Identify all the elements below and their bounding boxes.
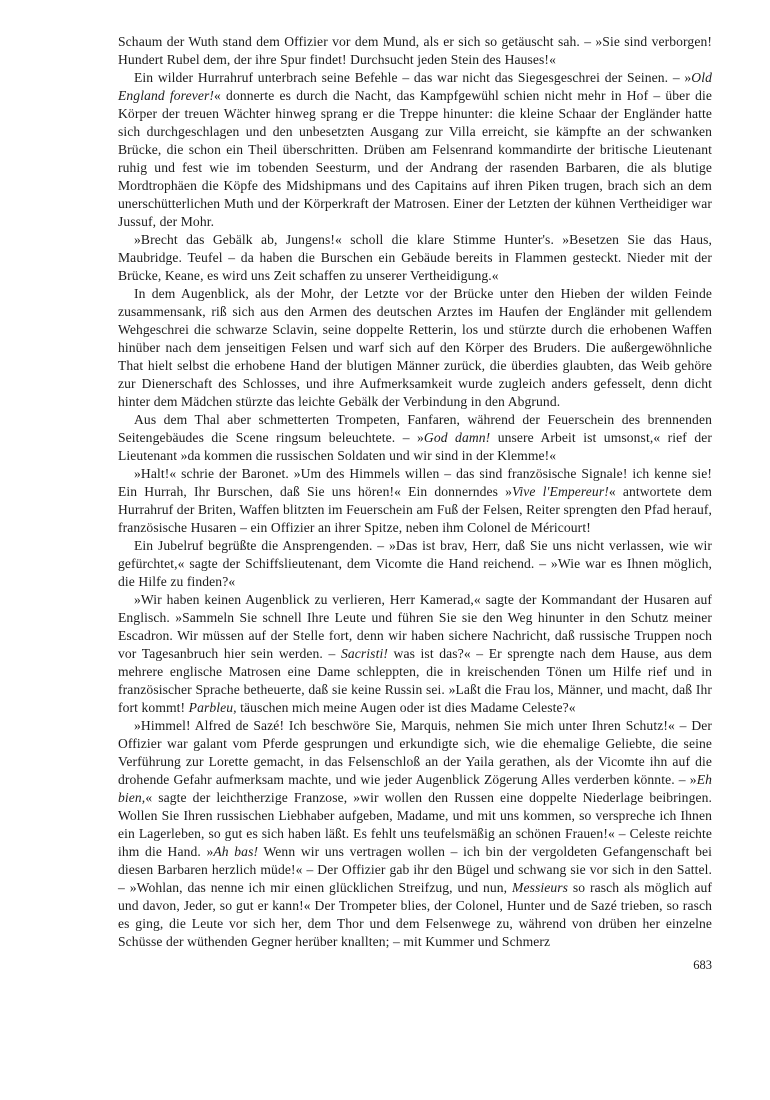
paragraph bbox=[118, 591, 712, 717]
italic-text-segment: Parbleu, bbox=[188, 700, 237, 715]
text-segment: « donnerte es durch die Nacht, das Kampfgewühl schien nicht mehr in Hof – über die Körper der treuen Wächter hinweg sprang er die Treppe hinunter: die kleine Schaar der Engländer hatte sich durchgeschlagen und den unbesetzten Ausgang zur Villa erreicht, sie kämpfte an der schwanken Brücke, die schon ein Theil überschritten. Drüben am Felsenrand kommandirte der britische Lieutenant ruhig und fest wie im tobenden Seesturm, und der Andrang der rasenden Barbaren, die als blutige Mordtrophäen die Köpfe des Midshipmans und des Capitains auf ihren Piken trugen, brach sich an dem unerschütterlichen Muth und der Körperkraft der Matrosen. Einer der Letzten der kühnen Vertheidiger war Jussuf, der Mohr. bbox=[118, 88, 712, 229]
paragraph bbox=[118, 537, 712, 591]
paragraph bbox=[118, 69, 712, 231]
text-block bbox=[118, 33, 712, 951]
page-number: 683 bbox=[693, 958, 712, 972]
text-segment: « antwortete dem Hurrahruf der Briten, Waffen blitzten im Feuerschein am Fuß der Felsen, Reiter sprengten den Pfad herauf, französische Husaren – ein Offizier an ihrer Spitze, neben ihm Colonel de Méricourt! bbox=[118, 484, 713, 535]
paragraph bbox=[118, 33, 712, 69]
paragraph bbox=[118, 285, 712, 411]
text-segment: In dem Augenblick, als der Mohr, der Letzte vor der Brücke unter den Hieben der wilden Feinde zusammensank, riß sich aus den Armen des deutschen Arztes im Haufen der Engländer mit gellendem Wehgeschrei die schwarze Sclavin, seine doppelte Retterin, los und stürzte durch die erhobenen Waffen hinüber nach dem jenseitigen Felsen und warf sich auf den Körper des Bruders. Die außergewöhnliche That hielt selbst die erhobene Hand der blutigen Männer zurück, die überdies glaubten, das Weib gehöre zur Dienerschaft des Schlosses, und ihre Aufmerksamkeit wurde zugleich anders gefesselt, denn dicht hinter dem Mädchen stürzte das leichte Gebälk der Verbindung in den Abgrund. bbox=[118, 286, 712, 409]
paragraph bbox=[118, 231, 712, 285]
text-segment: unsere Arbeit ist umsonst,« rief der Lieutenant »da kommen die russischen Soldaten und wir sind in der Klemme!« bbox=[118, 430, 712, 463]
text-segment: »Brecht das Gebälk ab, Jungens!« scholl die klare Stimme Hunter's. »Besetzen Sie das Haus, Maubridge. Teufel – da haben die Burschen ein Gebäude bereits in Flammen gesteckt. Nieder mit der Brücke, Keane, es wird uns Zeit schaffen zu unserer Vertheidigung.« bbox=[118, 232, 712, 283]
text-segment: Aus dem Thal aber schmetterten Trompeten, Fanfaren, während der Feuerschein des brennenden Seitengebäudes die Scene ringsum beleuchtete. – » bbox=[118, 412, 712, 445]
text-segment: « sagte der leichtherzige Franzose, »wir wollen den Russen eine doppelte Niederlage beibringen. Wollen Sie Ihren russischen Liebhaber aufgeben, Madame, und mit uns kommen, so verspreche ich Ihnen ein Lagerleben, so gut es sich haben läßt. Es fehlt uns teufelsmäßig an schönen Frauen!« – Celeste reichte ihm die Hand. » bbox=[118, 790, 712, 859]
text-segment: was ist das?« – Er sprengte nach dem Hause, aus dem mehrere englische Matrosen eine Dame schleppten, die in kreischenden Tönen um Hilfe rief und in französischer Sprache betheuerte, daß sie keine Russin sei. »Laßt die Frau los, Männer, und macht, daß Ihr fort kommt! bbox=[118, 646, 712, 715]
italic-text-segment: Vive l'Empereur! bbox=[512, 484, 609, 499]
text-segment: Ein Jubelruf begrüßte die Ansprengenden. – »Das ist brav, Herr, daß Sie uns nicht verlassen, wie wir gefürchtet,« sagte der Schiffslieutenant, dem Vicomte die Hand reichend. – »Wie war es Ihnen möglich, die Hilfe zu finden?« bbox=[118, 538, 712, 589]
text-segment: Schaum der Wuth stand dem Offizier vor dem Mund, als er sich so getäuscht sah. – »Sie sind verborgen! Hundert Rubel dem, der ihre Spur findet! Durchsucht jeden Stein des Hauses!« bbox=[118, 34, 712, 67]
italic-text-segment: Ah bas! bbox=[213, 844, 259, 859]
paragraph bbox=[118, 717, 712, 951]
italic-text-segment: Messieurs bbox=[512, 880, 569, 895]
paragraph bbox=[118, 411, 712, 465]
text-segment: Wenn wir uns vertragen wollen – ich bin der vergoldeten Gefangenschaft bei diesen Barbaren herzlich müde!« – Der Offizier gab ihr den Bügel und schwang sie vor sich in den Sattel. – »Wohlan, das nenne ich mir einen glücklichen Streifzug, und nun, bbox=[118, 844, 712, 895]
italic-text-segment: God damn! bbox=[423, 430, 491, 445]
italic-text-segment: Old England forever! bbox=[118, 70, 712, 103]
paragraph bbox=[118, 465, 712, 537]
text-segment: »Himmel! Alfred de Sazé! Ich beschwöre Sie, Marquis, nehmen Sie mich unter Ihren Schutz!« – Der Offizier war galant vom Pferde gesprungen und erkundigte sich, wie die ehemalige Geliebte, die seine Verführung zur Lorette gemacht, in das Felsenschloß an der Yaila gerathen, als der Vicomte ihn auf die drohende Gefahr aufmerksam machte, und wie jeder Augenblick Zögerung Alles verderben könnte. – » bbox=[118, 718, 712, 787]
italic-text-segment: Eh bien, bbox=[118, 772, 712, 805]
text-segment: so rasch als möglich auf und davon, Jeder, so gut er kann!« Der Trompeter blies, der Colonel, Hunter und de Sazé trieben, so rasch es ging, die Leute vor sich her, dem Thor und dem Felsenwege zu, während von drüben her einzelne Schüsse der wüthenden Gegner herüber knallten; – mit Kummer und Schmerz bbox=[118, 880, 712, 949]
text-segment: »Wir haben keinen Augenblick zu verlieren, Herr Kamerad,« sagte der Kommandant der Husaren auf Englisch. »Sammeln Sie schnell Ihre Leute und führen Sie sie den Weg hinunter in den Schutz meiner Escadron. Wir müssen auf der Stelle fort, denn wir haben sichere Nachricht, daß russische Truppen noch vor Tagesanbruch hier sein werden. – bbox=[118, 592, 712, 661]
text-segment: täuschen mich meine Augen oder ist dies Madame Celeste?« bbox=[236, 700, 576, 715]
text-segment: Ein wilder Hurrahruf unterbrach seine Befehle – das war nicht das Siegesgeschrei der Seinen. – » bbox=[134, 70, 692, 85]
text-segment: »Halt!« schrie der Baronet. »Um des Himmels willen – das sind französische Signale! ich kenne sie! Ein Hurrah, Ihr Burschen, daß Sie uns hören!« Ein donnerndes » bbox=[118, 466, 712, 499]
italic-text-segment: Sacristi! bbox=[340, 646, 388, 661]
